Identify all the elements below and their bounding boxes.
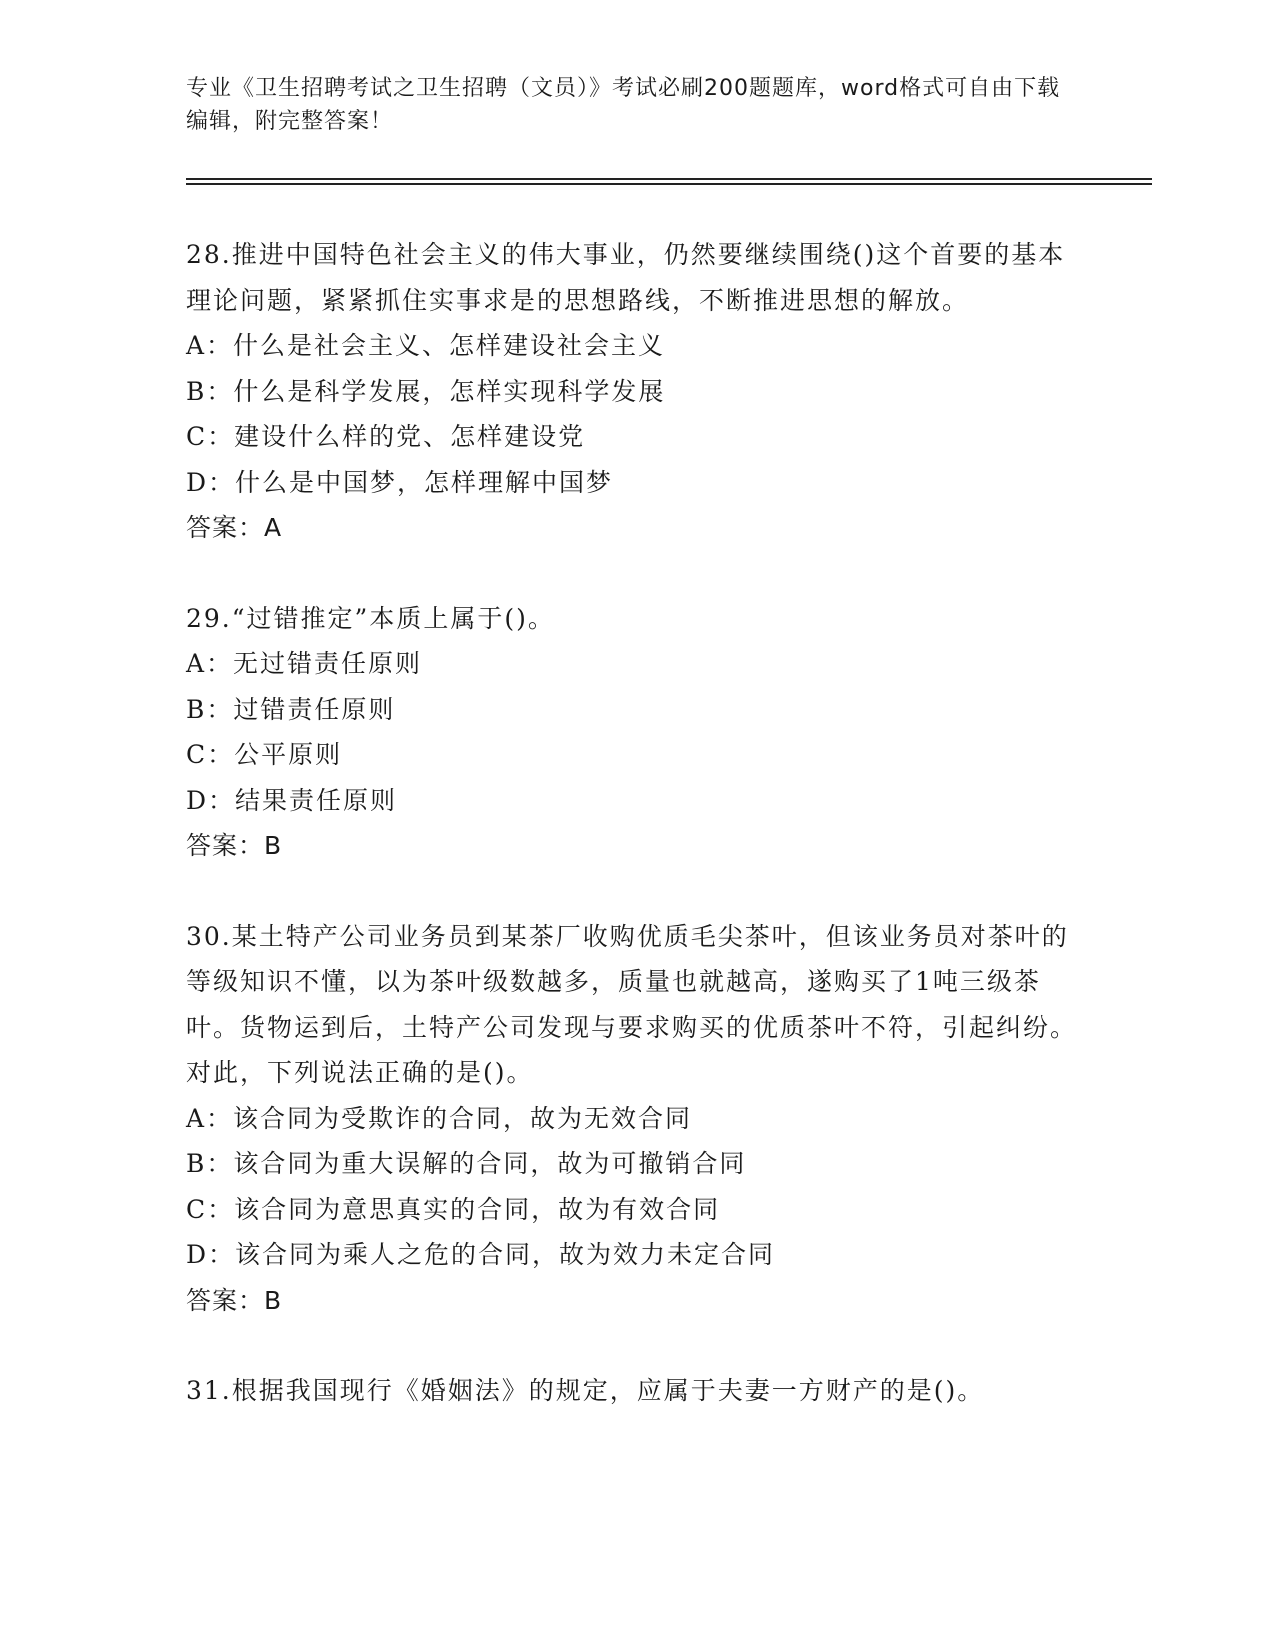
option-c: C：该合同为意思真实的合同，故为有效合同 xyxy=(186,1194,721,1224)
answer: 答案：B xyxy=(186,831,283,860)
document-intro: 专业《卫生招聘考试之卫生招聘（文员）》考试必刷200题题库，word格式可自由下载编辑，附完整答案！ xyxy=(186,76,1061,134)
header-divider-bottom xyxy=(186,183,1152,185)
question-stem: 30.某土特产公司业务员到某茶厂收购优质毛尖茶叶，但该业务员对茶叶的等级知识不懂，以为茶叶级数越多，质量也就越高，遂购买了1吨三级茶叶。货物运到后，土特产公司发现与要求购买的优质茶叶不符，引起纠纷。对此，下列说法正确的是()。 xyxy=(186,921,1078,1087)
option-a: A：该合同为受欺诈的合同，故为无效合同 xyxy=(186,1103,693,1133)
option-b: B：该合同为重大误解的合同，故为可撤销合同 xyxy=(186,1149,747,1178)
header-divider-top xyxy=(186,178,1152,180)
question-31 xyxy=(186,1368,1086,1414)
option-d: D：什么是中国梦，怎样理解中国梦 xyxy=(186,467,614,497)
question-stem: 28.推进中国特色社会主义的伟大事业，仍然要继续围绕()这个首要的基本理论问题，紧紧抓住实事求是的思想路线，不断推进思想的解放。 xyxy=(186,240,1066,315)
question-30 xyxy=(186,914,1086,1324)
option-c: C：建设什么样的党、怎样建设党 xyxy=(186,422,586,451)
question-list xyxy=(186,232,1086,1459)
question-28 xyxy=(186,232,1086,551)
question-stem: 31.根据我国现行《婚姻法》的规定，应属于夫妻一方财产的是()。 xyxy=(186,1376,985,1405)
option-c: C：公平原则 xyxy=(186,740,343,769)
option-b: B：过错责任原则 xyxy=(186,694,396,724)
option-a: A：无过错责任原则 xyxy=(186,649,423,678)
answer: 答案：B xyxy=(186,1285,283,1315)
option-d: D：结果责任原则 xyxy=(186,785,398,815)
option-d: D：该合同为乘人之危的合同，故为效力未定合同 xyxy=(186,1240,776,1269)
question-stem: 29.“过错推定”本质上属于()。 xyxy=(186,603,555,633)
option-b: B：什么是科学发展，怎样实现科学发展 xyxy=(186,376,666,406)
option-a: A：什么是社会主义、怎样建设社会主义 xyxy=(186,331,666,360)
answer: 答案：A xyxy=(186,513,283,542)
question-29 xyxy=(186,596,1086,869)
